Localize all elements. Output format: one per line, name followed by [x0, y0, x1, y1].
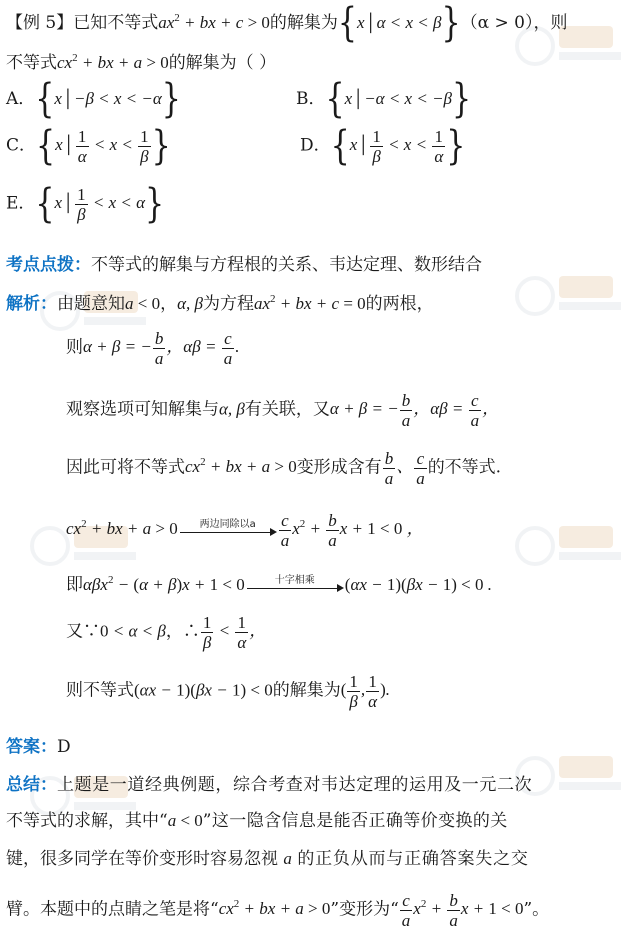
- jiexi-line-4: 因此可将不等式$cx^2$ + bx + a > 0变形成含有 $\frac{b}{a}$ 、 $\frac{c}{a}$ 的不等式.: [66, 449, 502, 488]
- jiexi-line-3: 观察选项可知解集与α, β有关联，又α + β = − $\frac{b}{a}$ ，αβ = $\frac{c}{a}$ ，: [66, 391, 500, 430]
- example-label: 【例 5】: [6, 13, 74, 33]
- option-e: E．{x│ $\frac{1}{\beta}$ < x < α}: [6, 180, 165, 228]
- jiexi-line-5: $cx^2$ + bx + a > 0 两边同除以a $\frac{c}{a}$ $x^2$ + $\frac{b}{a}$ x + 1 < 0 ，: [66, 511, 424, 550]
- zongjie-line-3: 键，很多同学在等价变形时容易忽视 a 的正负从而与正确答案失之交: [6, 849, 529, 869]
- jiexi-label: 解析：: [6, 294, 57, 314]
- option-c: C．{x│ $\frac{1}{\alpha}$ < x < $\frac{1}{\beta}$ }: [6, 122, 171, 170]
- watermark-logo: [515, 520, 625, 580]
- option-d: D．{x│ $\frac{1}{\beta}$ < x < $\frac{1}{\alpha}$ }: [300, 122, 466, 170]
- daan-line: [6, 732, 71, 757]
- kaodian-label: 考点点拨：: [6, 255, 91, 275]
- daan-label: 答案：: [6, 737, 57, 757]
- zongjie-label: 总结：: [6, 775, 57, 795]
- cross-multiply-arrow: 十字相乘: [245, 575, 345, 597]
- kaodian-text: 不等式的解集与方程根的关系、韦达定理、数形结合: [91, 255, 482, 275]
- option-a: A．{x│−β < x < −α}: [6, 75, 181, 124]
- jiexi-line-6: 即αβx$^2$ − (α + β)x + 1 < 0 十字相乘 (αx − 1)(βx − 1) < 0 .: [66, 574, 492, 595]
- kaodian-line: [6, 250, 482, 275]
- question-line-1: 【例 5】已知不等式$ax^2$ + bx + c > 0的解集为{x│α < x < β}（α > 0），则: [6, 0, 568, 48]
- jiexi-line-1: 解析：由题意知a < 0，α, β为方程$ax^2$ + bx + c = 0的两根，: [6, 293, 434, 314]
- jiexi-line-7: 又∵0 < α < β，∴ $\frac{1}{\beta}$ < $\frac{1}{\alpha}$ ，: [66, 613, 267, 652]
- zongjie-line-4: 臂。本题中的点睛之笔是将“$cx^2$ + bx + a > 0”变形为“ $\frac{c}{a}$ $x^2$ + $\frac{b}{a}$ x + 1 < 0”。: [6, 891, 550, 930]
- jiexi-line-2: 则α + β = − $\frac{b}{a}$ ，αβ = $\frac{c}{a}$ .: [66, 329, 240, 368]
- zongjie-line-2: 不等式的求解，其中“a < 0”这一隐含信息是能否正确等价变换的关: [6, 811, 508, 831]
- jiexi-line-8: 则不等式(αx − 1)(βx − 1) < 0的解集为( $\frac{1}{\beta}$ , $\frac{1}{\alpha}$ ).: [66, 672, 390, 711]
- watermark-logo: [515, 270, 625, 330]
- question-line-2: 不等式$cx^2$ + bx + a > 0的解集为（ ）: [6, 52, 277, 73]
- transform-arrow: 两边同除以a: [178, 519, 278, 541]
- daan-value: D: [57, 737, 71, 757]
- zongjie-line-1: 总结：上题是一道经典例题，综合考查对韦达定理的运用及一元二次: [6, 775, 533, 795]
- option-b: B．{x│−α < x < −β}: [296, 75, 472, 124]
